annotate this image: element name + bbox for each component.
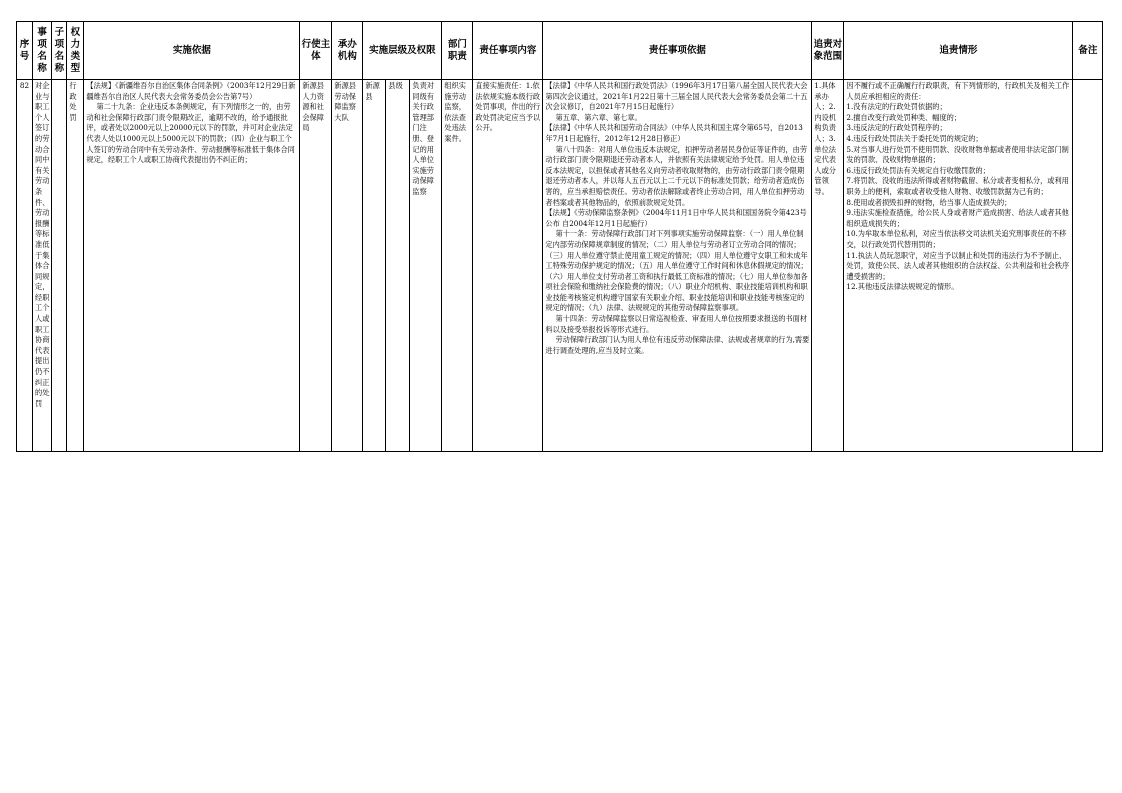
resp-basis-line: 劳动保障行政部门认为用人单位有违反劳动保障法律、法规或者规章的行为,需要进行调查处理的,应当及时立案。 xyxy=(545,335,810,355)
resp-basis-line: 【法规】《劳动保障监察条例》（2004年11月1日中华人民共和国国务院令第423号公布 自2004年12月1日起施行） xyxy=(545,208,807,228)
responsibility-table xyxy=(16,21,1103,452)
cell-account-cases xyxy=(844,80,1073,452)
account-case-line: 1.没有法定的行政处罚依据的； xyxy=(846,102,947,112)
resp-basis-line: 第八十四条：对用人单位违反本法规定，扣押劳动者居民身份证等证件的，由劳动行政部门责令限期退还劳动者本人，并依照有关法律规定给予处罚。用人单位违反本法规定，以担保或者其他名义向劳动者收取财物的，由劳动行政部门责令限期退还劳动者本人，并以每人五百元以上二千元以下的标准处罚款；给劳动者造成伤害的，应当承担赔偿责任。劳动者依法解除或者终止劳动合同，用人单位扣押劳动者档案或者其他物品的，依照前款规定处罚。 xyxy=(545,144,808,207)
account-case-line: 因不履行或不正确履行行政职责，有下列情形的，行政机关及相关工作人员应承担相应的责任： xyxy=(846,81,1070,101)
header-level: 实施层级及权限 xyxy=(363,22,442,80)
cell-basis xyxy=(84,80,300,452)
cell-item-name: 对企业与职工个人签订的劳动合同中有关劳动条件、劳动报酬等标准低于集体合同规定，经职工个人或职工协商代表提出仍不纠正的处罚 xyxy=(33,80,52,452)
resp-basis-line: 第十一条：劳动保障行政部门对下列事项实施劳动保障监察：（一）用人单位制定内部劳动保障规章制度的情况；（二）用人单位与劳动者订立劳动合同的情况；（三）用人单位遵守禁止使用童工规定的情况；（四）用人单位遵守女职工和未成年工特殊劳动保护规定的情况；（五）用人单位遵守工作时间和休息休假规定的情况；（六）用人单位支付劳动者工资和执行最低工资标准的情况；（七）用人单位参加各项社会保险和缴纳社会保险费的情况；（八）职业介绍机构、职业技能培训机构和职业技能考核鉴定机构遵守国家有关职业介绍、职业技能培训和职业技能考核鉴定的规定的情况；（九）法律、法规规定的其他劳动保障监察事项。 xyxy=(545,229,808,313)
resp-basis-line: 第五章、第六章、第七章。 xyxy=(555,112,642,122)
cell-level-region: 新源县 xyxy=(363,80,386,452)
resp-basis-line: 【法律】《中华人民共和国劳动合同法》（中华人民共和国主席令第65号，自2013年7月1日起施行，2012年12月28日修正） xyxy=(545,123,803,143)
cell-dept-duty: 组织实施劳动监察，依法查处违法案件。 xyxy=(442,80,473,452)
table-row xyxy=(17,80,1103,452)
header-row xyxy=(17,22,1103,80)
cell-level-scope: 负责对同级有关行政管理部门注册、登记的用人单位实施劳动保障监察 xyxy=(410,80,442,452)
account-case-line: 4.违反行政处罚法关于委托处罚的规定的； xyxy=(846,133,983,143)
account-case-line: 12.其他违反法律法规规定的情形。 xyxy=(846,282,959,292)
header-item-name: 事项名称 xyxy=(33,22,52,80)
account-case-line: 5.对当事人进行处罚不使用罚款、没收财物单据或者使用非法定部门制发的罚款、没收财物单据的； xyxy=(846,144,1069,165)
cell-subject: 新源县人力资源和社会保障局 xyxy=(300,80,332,452)
header-sub-item: 子项名称 xyxy=(52,22,67,80)
header-resp-content: 责任事项内容 xyxy=(473,22,543,80)
account-case-line: 2.擅自改变行政处罚种类、幅度的； xyxy=(846,112,962,122)
cell-seq: 82 xyxy=(17,80,33,452)
cell-power-type: 行政处罚 xyxy=(67,80,84,452)
cell-remarks xyxy=(1073,80,1103,452)
header-account-scope: 追责对象范围 xyxy=(812,22,844,80)
header-account-cases: 追责情形 xyxy=(844,22,1073,80)
basis-line: 第二十九条：企业违反本条例规定，有下列情形之一的，由劳动和社会保障行政部门责令限期改正，逾期不改的，给予通报批评，或者处以2000元以上20000元以下的罚款，并可对企业法定代表人处以1000元以上5000元以下的罚款；（四）企业与职工个人签订的劳动合同中有关劳动条件、劳动报酬等标准低于集体合同规定，经职工个人或职工协商代表提出仍不纠正的； xyxy=(86,102,295,165)
cell-account-scope: 1.具体承办人；2.内设机构负责人；3.单位法定代表人或分管领导。 xyxy=(812,80,844,452)
resp-basis-line: 第十四条：劳动保障监察以日常巡视检查、审查用人单位按照要求报送的书面材料以及接受举报投诉等形式进行。 xyxy=(545,314,808,334)
account-case-line: 7.将罚款、没收的违法所得或者财物截留、私分或者变相私分，或利用职务上的便利，索取或者收受他人财物、收缴罚款据为己有的； xyxy=(846,176,1069,196)
header-resp-basis: 责任事项依据 xyxy=(543,22,812,80)
header-remarks: 备注 xyxy=(1073,22,1103,80)
account-case-line: 6.违反行政处罚法有关规定自行收缴罚款的； xyxy=(846,165,990,175)
account-case-line: 9.违法实施检查措施，给公民人身或者财产造成损害、给法人或者其他组织造成损失的； xyxy=(846,208,1069,228)
header-organ: 承办机构 xyxy=(332,22,363,80)
header-basis: 实施依据 xyxy=(84,22,300,80)
cell-level-tier: 县级 xyxy=(386,80,410,452)
header-seq: 序号 xyxy=(17,22,33,80)
header-power-type: 权力类型 xyxy=(67,22,84,80)
account-case-line: 3.违反法定的行政处罚程序的； xyxy=(846,123,947,133)
resp-basis-line: 【法律】《中华人民共和国行政处罚法》（1996年3月17日第八届全国人民代表大会第四次会议通过，2021年1月22日第十三届全国人民代表大会常务委员会第二十五次会议修订，自2021年7月15日起施行） xyxy=(545,81,808,112)
header-dept-duty: 部门职责 xyxy=(442,22,473,80)
account-case-line: 11.执法人员玩忽职守，对应当予以制止和处罚的违法行为不予制止、处罚，致使公民、法人或者其他组织的合法权益、公共利益和社会秩序遭受损害的； xyxy=(846,250,1070,281)
account-case-line: 10.为牟取本单位私利，对应当依法移交司法机关追究刑事责任的不移交，以行政处罚代替刑罚的； xyxy=(846,229,1067,249)
header-subject: 行使主体 xyxy=(300,22,332,80)
account-case-line: 8.使用或者损毁扣押的财物，给当事人造成损失的； xyxy=(846,197,1012,207)
cell-resp-basis xyxy=(543,80,812,452)
cell-sub-item xyxy=(52,80,67,452)
cell-organ: 新源县劳动保障监察大队 xyxy=(332,80,363,452)
basis-line: 【法规】《新疆维吾尔自治区集体合同条例》（2003年12月29日新疆维吾尔自治区人民代表大会常务委员会公告第7号） xyxy=(86,81,296,101)
cell-resp-content: 直接实施责任：1.依法依规实施本级行政处罚事项，作出的行政处罚决定应当予以公开。 xyxy=(473,80,543,452)
